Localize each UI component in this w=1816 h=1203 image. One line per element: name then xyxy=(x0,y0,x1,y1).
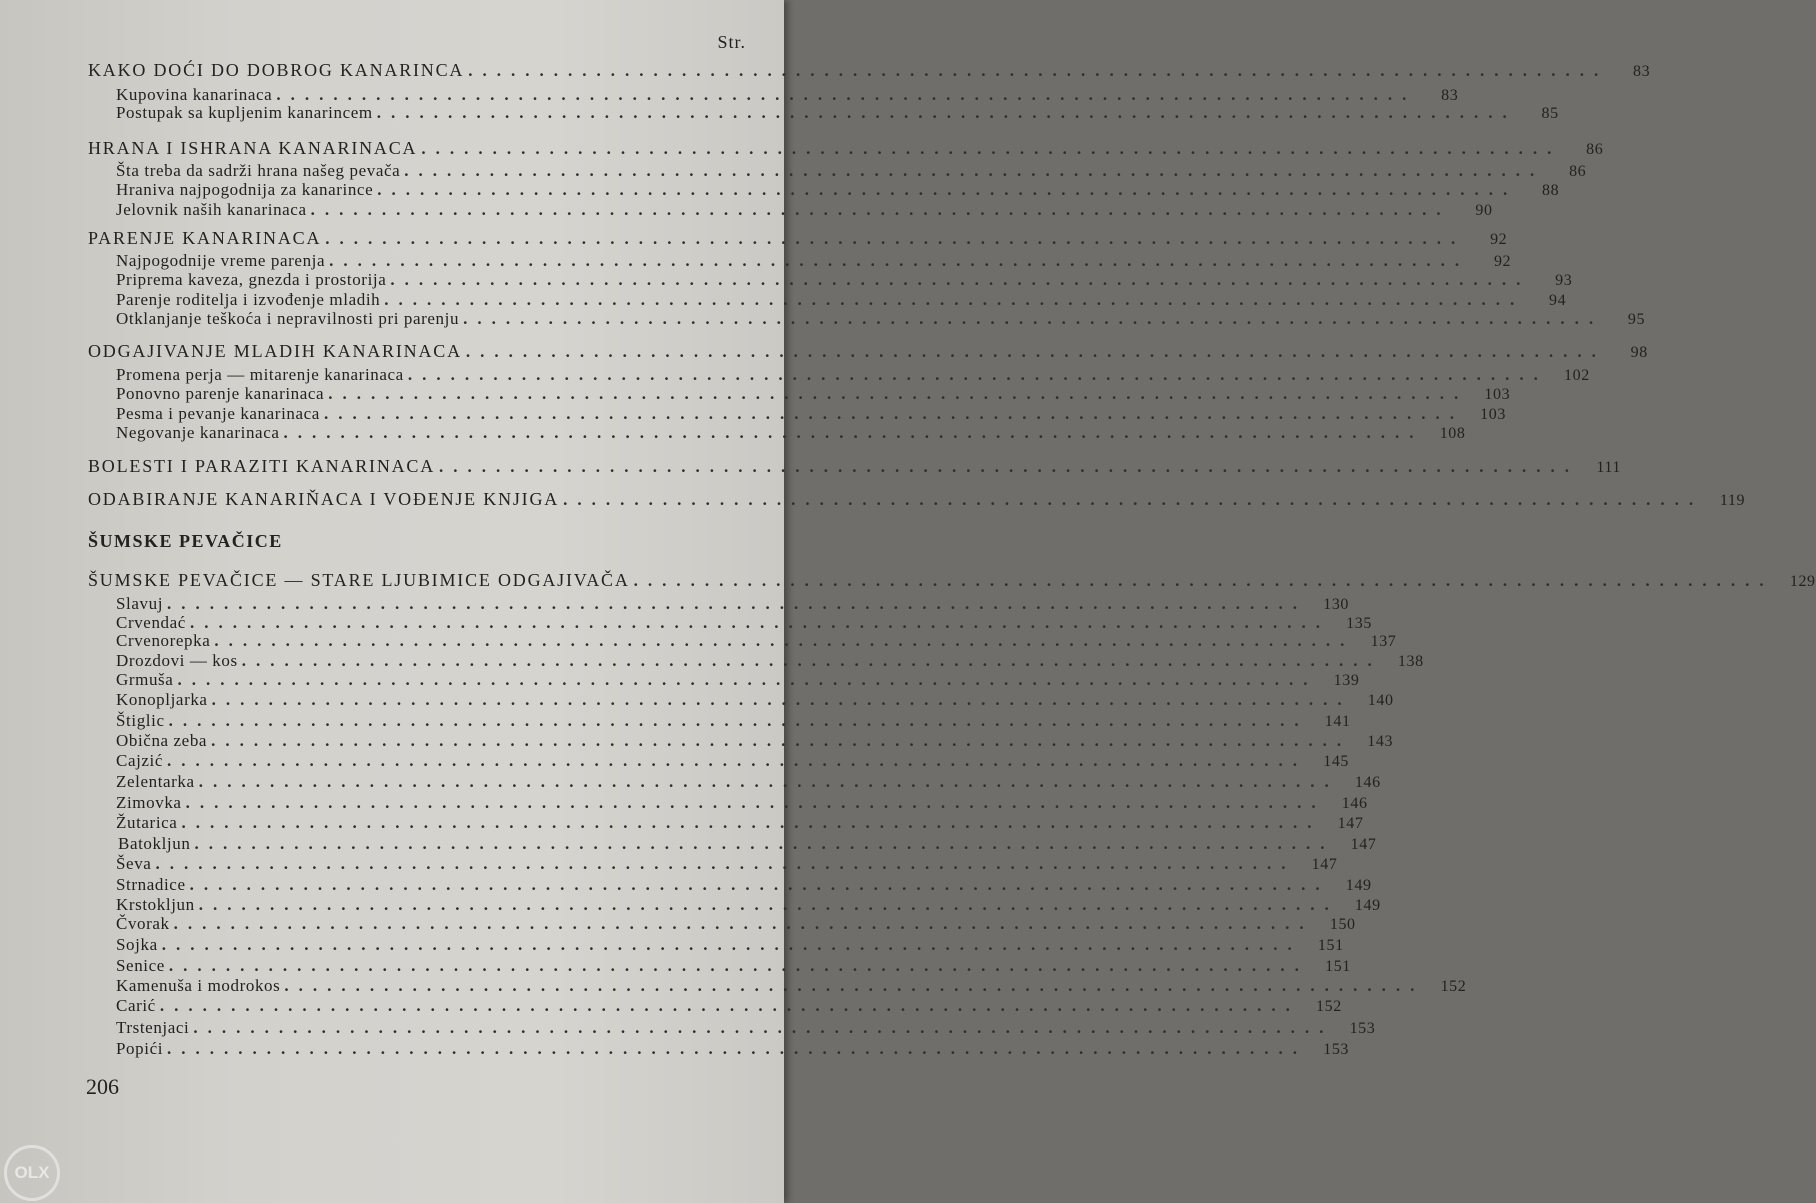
toc-entry xyxy=(116,631,1397,653)
dot-leader: ................................................................................ xyxy=(167,1039,1308,1058)
toc-entry xyxy=(116,1018,1376,1040)
dot-leader: ................................................................................ xyxy=(211,690,1352,709)
page-column-label: Str. xyxy=(717,32,746,52)
toc-entry-page: 103 xyxy=(1480,406,1506,423)
toc-entry-title: Priprema kaveza, gnezda i prostorija xyxy=(116,270,387,289)
toc-entry-title: Trstenjaci xyxy=(116,1018,190,1037)
toc-entry-title: Čvorak xyxy=(116,914,170,933)
toc-entry-title: Otklanjanje teškoća i nepravilnosti pri parenju xyxy=(116,309,460,328)
toc-entry-title: HRANA I ISHRANA KANARINACA xyxy=(88,138,418,158)
toc-entry-title: Ponovno parenje kanarinaca xyxy=(116,384,325,403)
toc-entry-page: 135 xyxy=(1346,615,1372,632)
toc-entry-title: BOLESTI I PARAZITI KANARINACA xyxy=(88,456,436,476)
toc-entry-page: 93 xyxy=(1555,272,1573,289)
toc-entry-title: Ševa xyxy=(116,854,152,873)
toc-entry-page: 152 xyxy=(1440,978,1467,995)
toc-entry-page: 137 xyxy=(1370,633,1397,650)
dot-leader: ................................................................................ xyxy=(384,290,1525,309)
dot-leader: ................................................................................ xyxy=(376,103,1517,122)
dot-leader: ................................................................................ xyxy=(185,793,1326,812)
toc-entry-title: Popići xyxy=(116,1039,164,1058)
toc-entry-page: 85 xyxy=(1541,105,1559,122)
toc-entry-title: Najpogodnije vreme parenja xyxy=(116,251,326,270)
toc-entry xyxy=(116,309,1646,331)
toc-entry-page: 147 xyxy=(1350,836,1377,853)
toc-entry-title: Crvenorepka xyxy=(116,631,211,650)
dot-leader: ................................................................................ xyxy=(167,751,1308,770)
toc-entry-title: Štiglic xyxy=(116,711,165,730)
dot-leader: ................................................................................ xyxy=(168,956,1309,975)
toc-entry-title: Batokljun xyxy=(118,834,191,853)
dot-leader: ................................................................................ xyxy=(325,229,1466,248)
dot-leader: ................................................................................ xyxy=(189,613,1330,632)
toc-entry-title: Kupovina kanarinaca xyxy=(116,85,273,104)
toc-entry-title: Promena perja — mitarenje kanarinaca xyxy=(116,365,404,384)
toc-entry-title: ŠUMSKE PEVAČICE — STARE LJUBIMICE ODGAJIVAČA xyxy=(88,570,630,590)
toc-entry xyxy=(116,875,1372,897)
dot-leader: ................................................................................ xyxy=(193,1018,1334,1037)
toc-entry-page: 147 xyxy=(1337,815,1364,832)
toc-entry-title: Drozdovi — kos xyxy=(116,651,238,670)
toc-entry-page: 147 xyxy=(1311,856,1338,873)
toc-entry-title: Jelovnik naših kanarinaca xyxy=(116,200,307,219)
toc-entry-page: 90 xyxy=(1475,202,1493,219)
dot-leader: ................................................................................ xyxy=(276,85,1417,104)
dot-leader: ................................................................................ xyxy=(211,731,1352,750)
dot-leader: ................................................................................ xyxy=(181,813,1322,832)
toc-entry-title: Negovanje kanarinaca xyxy=(116,423,280,442)
toc-entry-page: 146 xyxy=(1341,795,1368,812)
page-number: 206 xyxy=(86,1074,119,1099)
dot-leader: ................................................................................ xyxy=(465,342,1606,361)
toc-entry-page: 83 xyxy=(1633,63,1651,80)
toc-entry-title: Kamenuša i modrokos xyxy=(116,976,281,995)
dot-leader: ................................................................................ xyxy=(198,895,1339,914)
toc-entry-title: Slavuj xyxy=(116,594,164,613)
toc-entry-page: 102 xyxy=(1564,367,1590,384)
toc-chapter-entry xyxy=(88,228,1508,250)
toc-entry-page: 150 xyxy=(1329,916,1356,933)
dot-leader: ................................................................................ xyxy=(189,875,1330,894)
dot-leader: ................................................................................ xyxy=(633,571,1774,590)
toc-entry-title: Strnadice xyxy=(116,875,186,894)
toc-entry xyxy=(116,772,1381,794)
dot-leader: ................................................................................ xyxy=(310,200,1451,219)
toc-entry xyxy=(116,914,1356,936)
toc-entry xyxy=(116,1039,1350,1061)
dot-leader: ................................................................................ xyxy=(167,594,1308,613)
toc-entry-title: Crvendać xyxy=(116,613,186,632)
toc-entry-page: 108 xyxy=(1439,425,1466,442)
toc-entry-title: Obična zeba xyxy=(116,731,208,750)
dot-leader: ................................................................................ xyxy=(283,423,1424,442)
toc-entry xyxy=(116,793,1368,815)
toc-entry-title: Sojka xyxy=(116,935,158,954)
dot-leader: ................................................................................ xyxy=(323,404,1464,423)
toc-entry xyxy=(116,996,1342,1018)
toc-entry-page: 151 xyxy=(1325,958,1351,975)
toc-entry-title: Postupak sa kupljenim kanarincem xyxy=(116,103,373,122)
toc-entry-page: 140 xyxy=(1367,692,1394,709)
dot-leader: ................................................................................ xyxy=(173,914,1314,933)
dot-leader: ................................................................................ xyxy=(377,180,1518,199)
dot-leader: ................................................................................ xyxy=(177,670,1318,689)
toc-chapter-entry xyxy=(88,341,1648,363)
toc-chapter-entry xyxy=(88,138,1604,160)
toc-entry-title: Pesma i pevanje kanarinaca xyxy=(116,404,320,423)
toc-entry-page: 151 xyxy=(1317,937,1344,954)
toc-entry-page: 98 xyxy=(1630,344,1648,361)
toc-entry xyxy=(116,956,1351,978)
toc-entry-page: 139 xyxy=(1333,672,1360,689)
toc-entry-page: 149 xyxy=(1354,897,1381,914)
toc-entry-title: Zelentarka xyxy=(116,772,195,791)
toc-entry-page: 130 xyxy=(1323,596,1350,613)
toc-entry-title: Žutarica xyxy=(116,813,178,832)
dot-leader: ................................................................................ xyxy=(159,996,1300,1015)
dot-leader: ................................................................................ xyxy=(194,834,1335,853)
toc-entry-page: 149 xyxy=(1345,877,1372,894)
dot-leader: ................................................................................ xyxy=(168,711,1309,730)
dot-leader: ................................................................................ xyxy=(468,61,1609,80)
toc-entry-title: Šta treba da sadrži hrana našeg pevača xyxy=(116,161,401,180)
dot-leader: ................................................................................ xyxy=(563,490,1704,509)
toc-entry-title: ODABIRANJE KANARIŇACA I VOĐENJE KNJIGA xyxy=(88,489,560,509)
dot-leader: ................................................................................ xyxy=(404,161,1545,180)
toc-entry xyxy=(116,103,1559,125)
toc-entry-title: Hraniva najpogodnija za kanarince xyxy=(116,180,374,199)
toc-entry-page: 119 xyxy=(1719,492,1746,509)
toc-entry-title: Zimovka xyxy=(116,793,182,812)
olx-watermark-logo: OLX xyxy=(4,1145,60,1201)
toc-entry-page: 86 xyxy=(1586,141,1604,158)
toc-entry-page: 153 xyxy=(1323,1041,1350,1058)
toc-entry-title: Cajzić xyxy=(116,751,164,770)
dot-leader: ................................................................................ xyxy=(329,251,1470,270)
dot-leader: ................................................................................ xyxy=(390,270,1531,289)
toc-entry xyxy=(116,813,1364,835)
toc-entry-title: Grmuša xyxy=(116,670,174,689)
toc-entry-title: KAKO DOĆI DO DOBROG KANARINCA xyxy=(88,60,465,80)
toc-chapter-entry xyxy=(88,456,1622,478)
toc-chapter-entry xyxy=(88,60,1651,82)
toc-entry xyxy=(116,854,1338,876)
dot-leader: ................................................................................ xyxy=(463,309,1604,328)
dot-leader: ................................................................................ xyxy=(198,772,1339,791)
dot-leader: ................................................................................ xyxy=(155,854,1296,873)
toc-entry xyxy=(116,935,1344,957)
toc-entry xyxy=(116,690,1394,712)
toc-entry xyxy=(116,200,1493,222)
toc-entry-page: 83 xyxy=(1441,87,1459,104)
dot-leader: ................................................................................ xyxy=(161,935,1302,954)
dot-leader: ................................................................................ xyxy=(214,631,1355,650)
toc-entry xyxy=(116,270,1573,292)
toc-entry-page: 95 xyxy=(1627,311,1646,328)
toc-entry-page: 145 xyxy=(1323,753,1350,770)
toc-entry xyxy=(116,976,1467,998)
toc-entry-page: 86 xyxy=(1569,163,1587,180)
toc-entry xyxy=(116,180,1560,202)
toc-entry xyxy=(116,751,1350,773)
toc-entry-page: 138 xyxy=(1397,653,1424,670)
toc-entry-page: 88 xyxy=(1542,182,1560,199)
toc-entry-page: 94 xyxy=(1549,292,1567,309)
toc-entry-title: Carić xyxy=(116,996,156,1015)
dot-leader: ................................................................................ xyxy=(284,976,1425,995)
toc-entry-page: 141 xyxy=(1324,713,1351,730)
toc-entry-title: Konopljarka xyxy=(116,690,208,709)
toc-entry-page: 111 xyxy=(1596,459,1622,476)
dot-leader: ................................................................................ xyxy=(328,384,1469,403)
dot-leader: ................................................................................ xyxy=(439,457,1580,476)
toc-entry-title: PARENJE KANARINACA xyxy=(88,228,322,248)
toc-entry xyxy=(116,670,1360,692)
section-heading: ŠUMSKE PEVAČICE xyxy=(88,531,283,551)
toc-entry-page: 92 xyxy=(1493,253,1512,270)
toc-entry xyxy=(116,384,1511,406)
toc-entry-title: Parenje roditelja i izvođenje mladih xyxy=(116,290,381,309)
toc-entry xyxy=(116,711,1351,733)
toc-entry-page: 146 xyxy=(1354,774,1381,791)
toc-chapter-entry xyxy=(88,489,1746,511)
dot-leader: ................................................................................ xyxy=(421,139,1562,158)
toc-entry-page: 143 xyxy=(1367,733,1394,750)
toc-entry-title: ODGAJIVANJE MLADIH KANARINACA xyxy=(88,341,462,361)
toc-entry-page: 92 xyxy=(1490,231,1508,248)
toc-entry-title: Krstokljun xyxy=(116,895,195,914)
dot-leader: ................................................................................ xyxy=(241,651,1382,670)
toc-entry xyxy=(118,834,1377,856)
toc-entry-title: Senice xyxy=(116,956,165,975)
toc-entry-page: 129 xyxy=(1789,573,1816,590)
toc-chapter-entry xyxy=(88,570,1816,592)
toc-entry-page: 103 xyxy=(1484,386,1511,403)
toc-entry xyxy=(116,423,1466,445)
toc-entry xyxy=(116,731,1394,753)
toc-entry-page: 153 xyxy=(1349,1020,1376,1037)
dot-leader: ................................................................................ xyxy=(407,365,1548,384)
toc-entry-page: 152 xyxy=(1316,998,1342,1015)
